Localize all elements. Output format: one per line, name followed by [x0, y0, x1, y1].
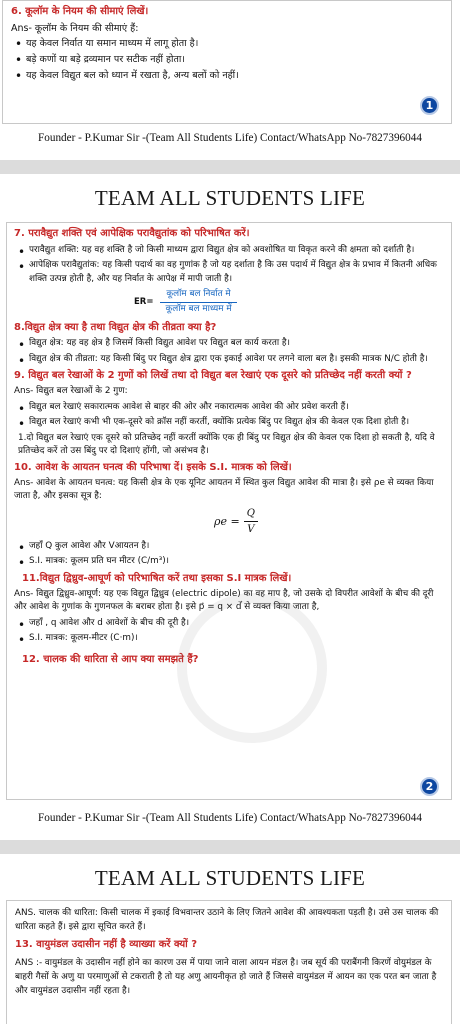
- list-item: • यह केवल विद्युत बल को ध्यान में रखता है, अन्य बलों को नहीं।: [15, 69, 443, 83]
- equation-denominator: V: [247, 524, 255, 536]
- question-9-heading: 9. विद्युत बल रेखाओं के 2 गुणों को लिखें तथा दो विद्युत बल रेखाएं एक दूसरे को प्रतिच्छेद नहीं करती क्यों ?: [14, 370, 412, 382]
- list-item: • जहाँ , q आवेश और d आवेशों के बीच की दूरी है।: [18, 617, 444, 631]
- page-separator: [0, 160, 460, 174]
- question-card-page1: [2, 0, 452, 124]
- page-title-page3: TEAM ALL STUDENTS LIFE: [94, 866, 366, 890]
- equation-lhs: ρe =: [214, 515, 240, 529]
- question-9-note: 1.दो विद्युत बल रेखाएं एक दूसरे को प्रतिच्छेद नहीं करतीं क्योंकि एक ही बिंदु पर विद्युत क्षेत्र की केवल एक दिशा हो सकती है, यदि वे प्रतिच्छेद करें तो उस बिंदु पर दो दिशाएं होंगी, जो असंभव है।: [18, 432, 435, 457]
- question-10-text: Ans- आवेश के आयतन घनत्व: यह किसी क्षेत्र के एक यूनिट आयतन में स्थित कुल विद्युत आवेश की मात्रा है। इसे ρe से व्यक्त किया जाता है, और इसका सूत्र है:: [14, 477, 434, 502]
- list-item: • विद्युत क्षेत्र: यह वह क्षेत्र है जिसमें किसी विद्युत आवेश पर विद्युत बल कार्य करता है।: [18, 337, 444, 351]
- list-item: • विद्युत बल रेखाएं कभी भी एक-दूसरे को क्रॉस नहीं करतीं, क्योंकि प्रत्येक बिंदु पर विद्युत क्षेत्र की केवल एक दिशा होती है।: [18, 416, 444, 430]
- question-11-points: [14, 617, 444, 646]
- question-12-heading: 12. चालक की धारिता से आप क्या समझते हैं?: [22, 654, 199, 665]
- question-13-heading: 13. वायुमंडल उदासीन नहीं है व्याख्या करें क्यों ?: [15, 939, 198, 951]
- question-card-page2: [6, 222, 452, 800]
- page-separator: [0, 840, 460, 854]
- question-12-answer: ANS. चालक की धारिता: किसी चालक में इकाई विभवान्तर उठाने के लिए जितने आवेश की आवश्यकता पड़ती है। उसे उस चालक की धारिता कहते हैं। इसे द्वारा सूचित करते हैं।: [15, 908, 439, 933]
- footer-page2: Founder - P.Kumar Sir -(Team All Students Life) Contact/WhatsApp No-7827396044: [38, 812, 422, 824]
- list-item: • S.I. मात्रक: कूलम-मीटर (C·m)।: [18, 632, 444, 646]
- formula-numerator: कूलॉम बल निर्वात मे: [160, 288, 236, 303]
- list-item: • आपेक्षिक परावैद्युतांक: यह किसी पदार्थ का वह गुणांक है जो यह दर्शाता है कि उस पदार्थ में विद्युत क्षेत्र के प्रभाव में कितनी अधिक शक्ति उत्पन्न होती है, और यह निर्वात के आपेक्ष में मापी जाती है।: [18, 259, 444, 286]
- question-9-intro: Ans- विद्युत बल रेखाओं के 2 गुण:: [14, 385, 128, 396]
- page-title-page2: TEAM ALL STUDENTS LIFE: [94, 186, 366, 210]
- watermark-logo: [177, 593, 327, 743]
- question-9-points: [14, 401, 444, 430]
- footer-page1: Founder - P.Kumar Sir -(Team All Students Life) Contact/WhatsApp No-7827396044: [38, 132, 422, 144]
- question-10-heading: 10. आवेश के आयतन घनत्व की परिभाषा दें। इसके S.I. मात्रक को लिखें।: [14, 462, 292, 473]
- list-item: • बड़े कणों या बड़े द्रव्यमान पर सटीक नहीं होता।: [15, 53, 443, 67]
- question-13-answer: ANS :- वायुमंडल के उदासीन नहीं होने का कारण उस में पाया जाने वाला आयन मंडल है। जब सूर्य की पराबैंगनी किरणें वोयुमंडल के बाहरी गैसों के अणु या परमाणुओं से टकराती है तो यह अणु आयनीकृत हो जाते हैं जिससे वायुमंडल में आयन का एक परत बन जाता है और वायुमंडल उदासीन नहीं रहता है।: [15, 958, 437, 997]
- relative-permittivity-formula: [134, 288, 444, 316]
- formula-label: ER=: [134, 296, 154, 307]
- question-7-points: [14, 244, 444, 287]
- list-item: • विद्युत बल रेखाएं सकारात्मक आवेश से बाहर की ओर और नकारात्मक आवेश की ओर प्रवेश करती हैं।: [18, 401, 444, 415]
- list-item: • जहाँ Q कुल आवेश और Vआयतन है।: [18, 540, 444, 554]
- question-6-points: [11, 37, 443, 82]
- list-item: • S.I. मात्रक: कूलम प्रति घन मीटर (C/m³)।: [18, 555, 444, 569]
- list-item: • यह केवल निर्वात या समान माध्यम में लागू होता है।: [15, 37, 443, 51]
- question-6-heading: 6. कूलॉम के नियम की सीमाएं लिखें।: [11, 6, 149, 17]
- question-10-points: [14, 540, 444, 569]
- question-card-page3: [6, 900, 452, 1024]
- page-number-badge-1: 1: [420, 96, 439, 115]
- formula-denominator: कूलॉम बल माध्यम में: [165, 304, 232, 314]
- equation-numerator: Q: [244, 506, 258, 523]
- question-8-points: [14, 337, 444, 366]
- page-number-badge-2: 2: [420, 777, 439, 796]
- question-8-heading: 8.विद्युत क्षेत्र क्या है तथा विद्युत क्षेत्र की तीव्रता क्या है?: [14, 321, 217, 333]
- formula-fraction: [159, 288, 237, 316]
- question-11-text: Ans- विद्युत द्विध्रुव-आघूर्ण: यह एक विद्युत द्विध्रुव (electric dipole) का वह माप है, जो उसके दो विपरीत आवेशों के बीच की दूरी और आवेश के गुणांक के गुणनफल के बराबर होता है। इसे p⃗ = q × d⃗ से व्यक्त किया जाता है,: [14, 588, 434, 613]
- question-6-intro: Ans- कूलॉम के नियम की सीमाएं हैं:: [11, 22, 139, 34]
- equation-fraction: [244, 506, 258, 538]
- charge-density-equation: [214, 506, 444, 538]
- list-item: • विद्युत क्षेत्र की तीव्रता: यह किसी बिंदु पर विद्युत क्षेत्र द्वारा एक इकाई आवेश पर लगने वाला बल है। इसकी मात्रक N/C होती है।: [18, 353, 444, 367]
- question-11-heading: 11.विद्युत द्विध्रुव-आघूर्ण को परिभाषित करें तथा इसका S.I मात्रक लिखें।: [22, 573, 292, 584]
- list-item: • परावैद्युत शक्ति: यह वह शक्ति है जो किसी माध्यम द्वारा विद्युत क्षेत्र को अवशोषित या विकृत करने की क्षमता को दर्शाती है।: [18, 244, 444, 258]
- question-7-heading: 7. परावैद्युत शक्ति एवं आपेक्षिक परावैद्युतांक को परिभाषित करें।: [14, 228, 250, 239]
